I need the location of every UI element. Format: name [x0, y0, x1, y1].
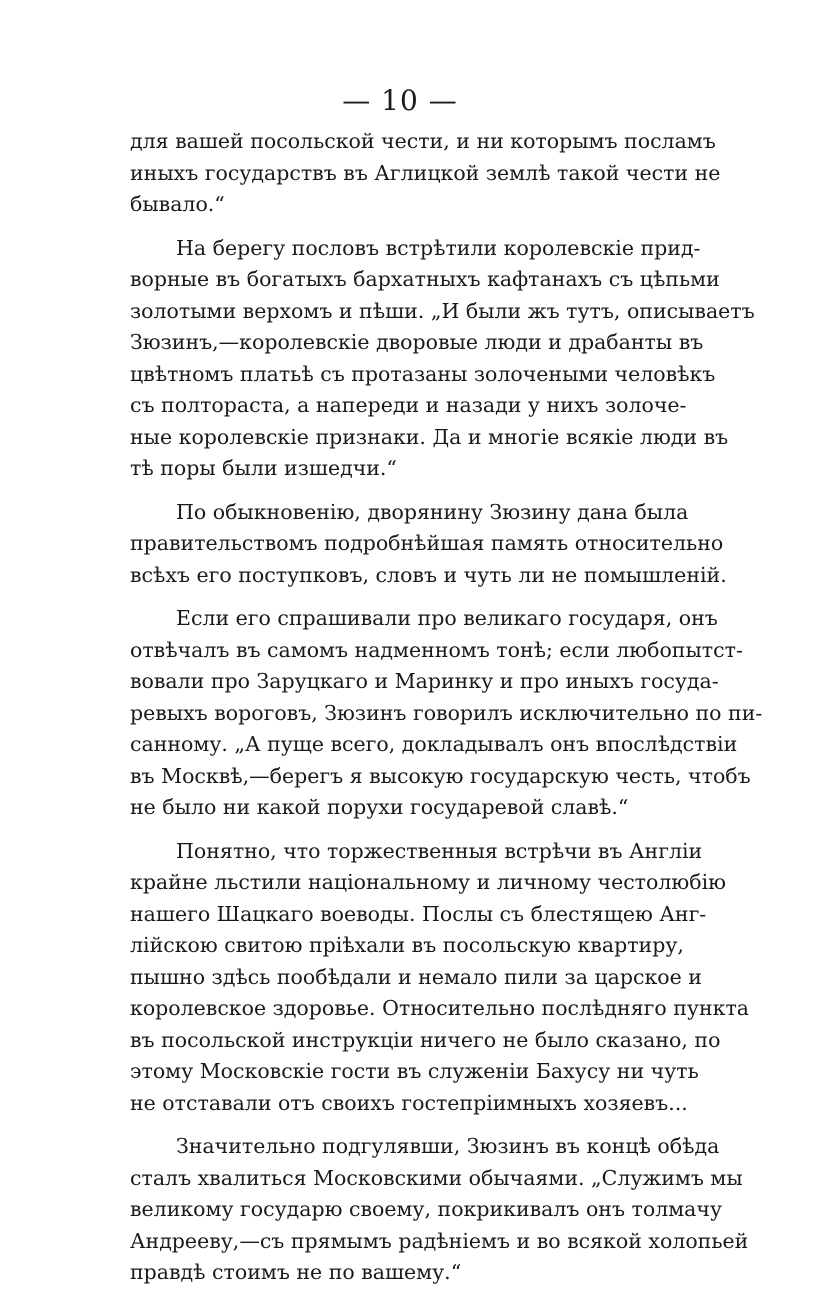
- text-line: великому государю своему, покрикивалъ онъ толмачу: [130, 1197, 723, 1221]
- text-line: нашего Шацкаго воеводы. Послы съ блестящею Анг-: [130, 901, 707, 926]
- paragraph-gap: [130, 221, 680, 233]
- paragraph-gap: [130, 824, 680, 836]
- text-line: вовали про Заруцкаго и Маринку и про иныхъ госуда-: [130, 669, 719, 693]
- text-line: На берегу пословъ встрѣтили королевскіе прид-: [176, 235, 701, 260]
- text-line: санному. „А пуще всего, докладывалъ онъ впослѣдствіи: [130, 732, 738, 756]
- text-line: въ Москвѣ,—берегъ я высокую государскую честь, чтобъ: [130, 763, 751, 788]
- text-line: Значительно подгулявши, Зюзинъ въ концѣ обѣда: [176, 1134, 720, 1158]
- paragraph-gap: [130, 591, 680, 603]
- text-line: правительствомъ подробнѣйшая память относительно: [130, 531, 724, 555]
- text-line: пышно здѣсь пообѣдали и немало пили за царское и: [130, 964, 702, 989]
- text-line: этому Московскіе гости въ служеніи Бахусу ни чуть: [130, 1059, 699, 1083]
- paragraph-gap: [130, 485, 680, 497]
- text-line: отвѣчалъ въ самомъ надменномъ тонѣ; если любопытст-: [130, 637, 743, 662]
- text-line: не отставали отъ своихъ гостепріимныхъ хозяевъ...: [130, 1090, 688, 1115]
- text-line: лійскою свитою пріѣхали въ посольскую квартиру,: [130, 933, 684, 957]
- text-line: тѣ поры были изшедчи.“: [130, 456, 397, 480]
- text-line: Понятно, что торжественныя встрѣчи въ Англіи: [176, 838, 703, 863]
- text-line: Андрееву,—съ прямымъ радѣніемъ и во всякой холопьей: [130, 1228, 749, 1253]
- text-line: ные королевскіе признаки. Да и многіе всякіе люди въ: [130, 424, 729, 449]
- paragraph-gap: [130, 1119, 680, 1131]
- paragraph-3: [130, 497, 727, 592]
- text-line: По обыкновенію, дворянину Зюзину дана была: [176, 499, 689, 524]
- text-line: иныхъ государствъ въ Аглицкой землѣ такой чести не: [130, 160, 721, 185]
- text-line: цвѣтномъ платьѣ съ протазаны золочеными человѣкъ: [130, 361, 716, 386]
- paragraph-6: [130, 1131, 749, 1289]
- text-line: не было ни какой порухи государевой славѣ.“: [130, 795, 629, 819]
- paragraph-2: [130, 233, 755, 485]
- text-line: сталъ хвалиться Московскими обычаями. „Служимъ мы: [130, 1165, 743, 1190]
- text-line: Если его спрашивали про великаго государя, онъ: [176, 606, 718, 630]
- text-line: бывало.“: [130, 192, 225, 216]
- text-line: всѣхъ его поступковъ, словъ и чуть ли не помышленій.: [130, 562, 727, 587]
- paragraph-1: [130, 126, 721, 221]
- text-line: для вашей посольской чести, и ни которымъ посламъ: [130, 129, 716, 153]
- text-line: ревыхъ вороговъ, Зюзинъ говорилъ исключительно по пи-: [130, 700, 763, 725]
- page-body-text: [130, 126, 763, 1289]
- text-line: золотыми верхомъ и пѣши. „И были жъ тутъ, описываетъ: [130, 298, 755, 323]
- text-line: въ посольской инструкціи ничего не было сказано, по: [130, 1027, 721, 1052]
- paragraph-4: [130, 603, 763, 824]
- text-line: королевское здоровье. Относительно послѣдняго пункта: [130, 996, 750, 1020]
- text-line: Зюзинъ,—королевскіе дворовые люди и драбанты въ: [130, 330, 704, 354]
- text-line: правдѣ стоимъ не по вашему.“: [130, 1260, 462, 1284]
- paragraph-5: [130, 836, 750, 1120]
- page-number: — 10 —: [342, 84, 458, 117]
- text-line: ворные въ богатыхъ бархатныхъ кафтанахъ съ цѣпьми: [130, 267, 720, 291]
- text-line: съ полтораста, а напереди и назади у нихъ золоче-: [130, 393, 687, 417]
- text-line: крайне льстили національному и личному честолюбію: [130, 870, 726, 894]
